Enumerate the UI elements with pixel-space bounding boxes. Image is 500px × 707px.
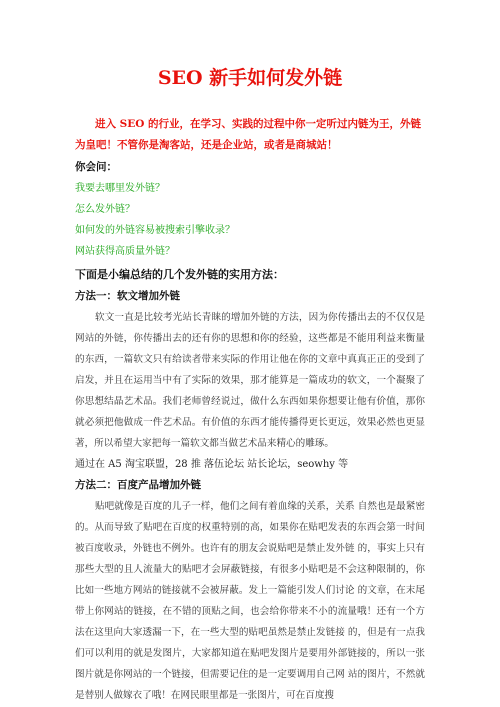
intro-paragraph: 进入 SEO 的行业，在学习、实践的过程中你一定听过内链为王，外链为皇吧！不管你是淘客站，还是企业站，或者是商城站！ xyxy=(75,118,422,151)
question-item: 如何发的外链容易被搜索引擎收录？ xyxy=(75,225,235,236)
method2-heading: 方法二：百度产品增加外链 xyxy=(75,479,201,491)
ask-label: 你会问： xyxy=(75,161,117,173)
summary-heading: 下面是小编总结的几个发外链的实用方法： xyxy=(75,268,284,281)
method1-via: 通过在 A5 淘宝联盟，28 推 落伍论坛 站长论坛，seowhy 等 xyxy=(75,459,349,470)
method1-heading: 方法一：软文增加外链 xyxy=(75,290,180,302)
question-item: 我要去哪里发外链？ xyxy=(75,183,165,194)
method1-paragraph: 软文一直是比较考光站长青睐的增加外链的方法，因为你传播出去的不仅仅是网站的外链，你传播出去的还有你的思想和你的经验，这些都是不能用利益来衡量的东西，一篇软文只有给读者带来实际的作用让他在你的文章中真真正正的受到了启发，并且在运用当中有了实际的效果，那才能算是一篇成功的软文，一个凝聚了你思想结晶艺术品。我们老师曾经说过，做什么东西如果你想要让他有价值，那你就必须把他做成一件艺术品。有价值的东西才能传播得更长更远，效果必然也更显著，所以希望大家把每一篇软文都当做艺术品来精心的雕琢。 xyxy=(75,312,425,449)
question-item: 网站获得高质量外链？ xyxy=(75,246,175,257)
question-item: 怎么发外链？ xyxy=(75,204,135,215)
page-title: SEO 新手如何发外链 xyxy=(157,67,343,89)
method2-paragraph: 贴吧就像是百度的儿子一样，他们之间有着血缘的关系，关系 自然也是最紧密的。从而导致了贴吧在百度的权重特别的高，如果你在贴吧发表的东西会第一时间被百度收录，外链也不例外。也许有的朋友会说贴吧是禁止发外链 的，事实上只有那些大型的且人流量大的贴吧才会屏蔽链接，有很多小贴吧是不会这种限制的，你比如一些地方网站的链接就不会被屏蔽。发上一篇能引发人们讨论 的文章，在末尾带上你网站的链接，在不错的顶贴之间，也会给你带来不小的流量哦！还有一个方法在这里向大家透漏一下，在一些大型的贴吧虽然是禁止发链接 的，但是有一点我们可以利用的就是发图片，大家都知道在贴吧发图片是要用外部链接的，所以一张图片就是你网站的一个链接，但需要记住的是一定要调用自己网 站的图片，不然就是替别人做嫁衣了哦！在网民眼里都是一张图片，可在百度搜 xyxy=(75,501,425,701)
